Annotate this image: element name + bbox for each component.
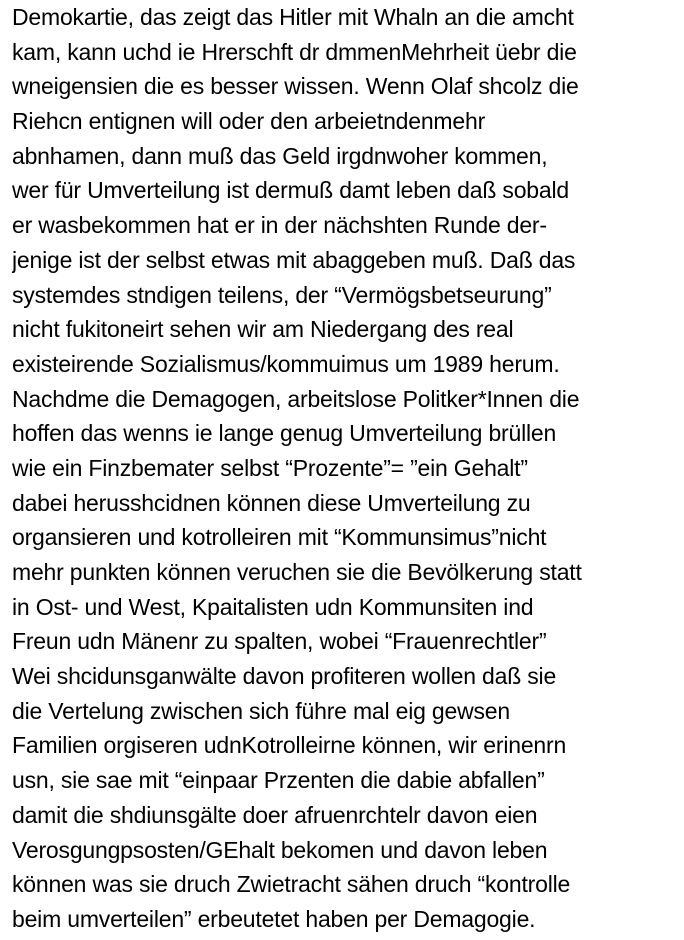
text-line: beim umverteilen” erbeutetet haben per Demagogie.	[12, 905, 536, 932]
text-line: Riehcn entignen will oder den arbeietndenmehr	[12, 108, 486, 135]
text-line: dabei herusshcidnen können diese Umverteilung zu	[12, 489, 531, 516]
text-line: Wei shcidunsganwälte davon profiteren wollen daß sie	[12, 663, 557, 690]
text-line: organsieren und kotrolleiren mit “Kommunsimus”nicht	[12, 524, 547, 551]
text-line: wie ein Finzbemater selbst “Prozente”= ”ein Gehalt”	[12, 454, 528, 481]
text-line: die Vertelung zwischen sich führe mal eig gewsen	[12, 697, 510, 724]
text-line: nicht fukitoneirt sehen wir am Niedergang des real	[12, 316, 514, 343]
text-line: Demokartie, das zeigt das Hitler mit Whaln an die amcht	[12, 4, 574, 30]
text-line: Freun udn Mänenr zu spalten, wobei “Frauenrechtler”	[12, 628, 547, 655]
text-line: wer für Umverteilung ist dermuß damt leben daß sobald	[12, 177, 569, 204]
body-text	[12, 0, 680, 937]
text-line: Verosgungpsosten/GEhalt bekomen und davon leben	[12, 836, 548, 863]
text-line: jenige ist der selbst etwas mit abaggeben muß. Daß das	[12, 246, 576, 273]
text-line: mehr punkten können veruchen sie die Bevölkerung statt	[12, 559, 582, 585]
text-line: Familien orgiseren udnKotrolleirne können, wir erinenrn	[12, 732, 567, 759]
text-line: usn, sie sae mit “einpaar Przenten die dabie abfallen”	[12, 767, 545, 794]
text-line: Nachdme die Demagogen, arbeitslose Politker*Innen die	[12, 385, 580, 412]
text-line: abnhamen, dann muß das Geld irgdnwoher kommen,	[12, 142, 548, 169]
text-line: in Ost- und West, Kpaitalisten udn Kommunsiten ind	[12, 593, 534, 620]
text-line: hoffen das wenns ie lange genug Umverteilung brüllen	[12, 420, 557, 447]
text-line: er wasbekommen hat er in der nächshten Runde der-	[12, 212, 547, 239]
text-line: kam, kann uchd ie Hrerschft dr dmmenMehrheit üebr die	[12, 38, 577, 65]
text-line: damit die shdiunsgälte doer afruenrchtelr davon eien	[12, 801, 538, 828]
text-line: können was sie druch Zwietracht sähen druch “kontrolle	[12, 871, 571, 898]
text-line: existeirende Sozialismus/kommuimus um 1989 herum.	[12, 350, 560, 377]
text-line: systemdes stndigen teilens, der “Vermögsbetseurung”	[12, 281, 552, 308]
text-line: wneigensien die es besser wissen. Wenn Olaf shcolz die	[12, 73, 579, 100]
